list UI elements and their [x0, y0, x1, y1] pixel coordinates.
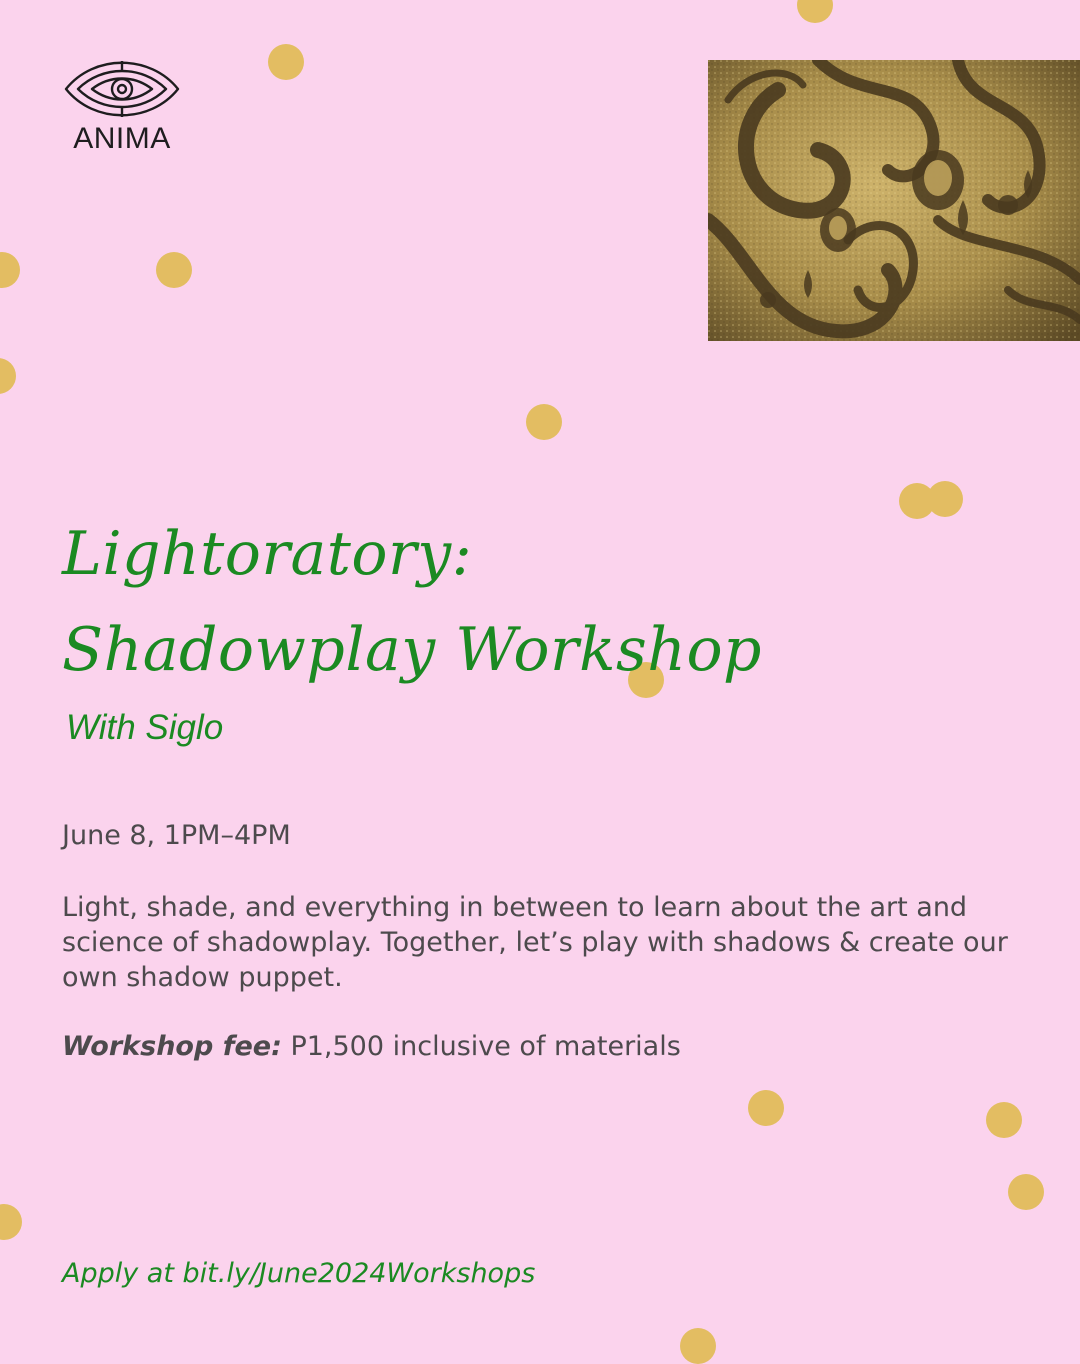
decor-dot	[0, 252, 20, 288]
decor-dot	[986, 1102, 1022, 1138]
title-line-2: Shadowplay Workshop	[62, 615, 762, 685]
brand-name: ANIMA	[73, 122, 171, 155]
workshop-fee	[62, 1031, 681, 1062]
decor-dot	[748, 1090, 784, 1126]
shadow-puppet-photo	[708, 60, 1080, 341]
decor-dot	[156, 252, 192, 288]
page-title	[62, 506, 762, 698]
decor-dot	[526, 404, 562, 440]
event-date: June 8, 1PM–4PM	[62, 820, 291, 851]
decor-dot	[680, 1328, 716, 1364]
brand-logo	[62, 58, 182, 156]
title-line-1: Lightoratory:	[62, 519, 473, 589]
apply-link[interactable]: Apply at bit.ly/June2024Workshops	[62, 1258, 536, 1289]
decor-dot	[0, 358, 16, 394]
decor-dot	[797, 0, 833, 23]
decor-dot	[268, 44, 304, 80]
eye-icon	[64, 58, 180, 120]
event-description: Light, shade, and everything in between to learn about the art and science of shadowplay. Together, let’s play with shadows & create our own shadow puppet.	[62, 892, 1008, 993]
decor-dot	[0, 1204, 22, 1240]
decor-dot	[927, 481, 963, 517]
event-host: With Siglo	[66, 708, 224, 747]
fee-label: Workshop fee:	[62, 1031, 282, 1062]
fee-value: P1,500 inclusive of materials	[281, 1031, 681, 1062]
decor-dot	[1008, 1174, 1044, 1210]
